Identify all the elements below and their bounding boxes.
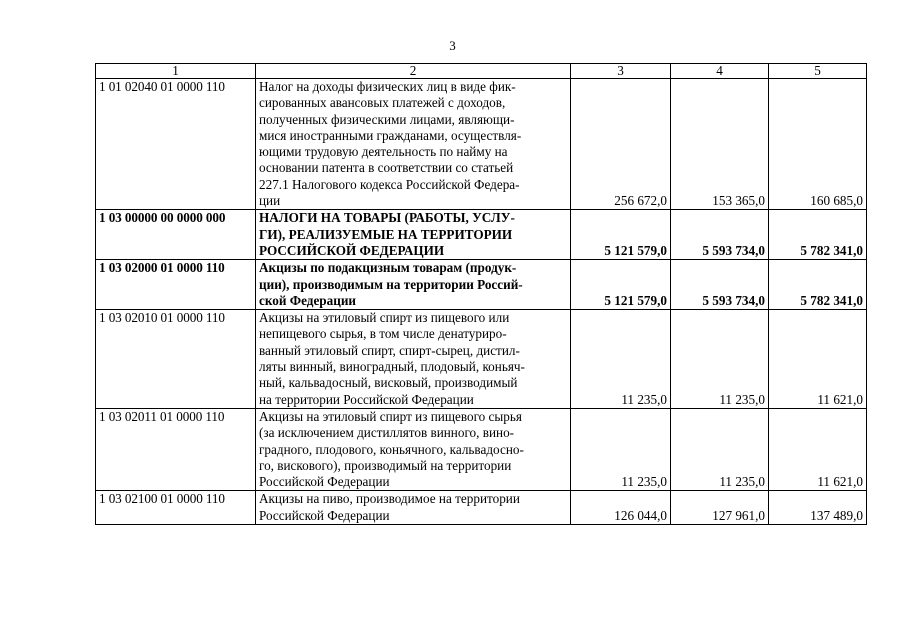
row-description-cell: [256, 210, 571, 260]
row-value-col-3: 256 672,0: [571, 79, 671, 210]
description-line: градного, плодового, коньячного, кальвадосно-: [259, 441, 524, 457]
description-line: Акцизы на этиловый спирт из пищевого сырья: [259, 408, 522, 424]
description-line: ции: [259, 193, 281, 209]
table-row: [96, 491, 867, 525]
description-line: Налог на доходы физических лиц в виде фик-: [259, 79, 516, 94]
row-description-cell: [256, 408, 571, 490]
row-value-col-4: 153 365,0: [671, 79, 769, 210]
row-value-col-4: 5 593 734,0: [671, 210, 769, 260]
row-code-cell: 1 01 02040 01 0000 110: [96, 79, 256, 210]
row-description-cell: [256, 310, 571, 409]
description-line: полученных физическими лицами, являющи-: [259, 111, 515, 127]
column-header-5: 5: [769, 64, 867, 79]
table-row: [96, 260, 867, 310]
row-value-col-5: 5 782 341,0: [769, 210, 867, 260]
description-line: основании патента в соответствии со статьей: [259, 160, 514, 176]
description-line: Российской Федерации: [259, 474, 390, 490]
description-line: го, вискового), производимый на территории: [259, 457, 512, 473]
table-row: [96, 210, 867, 260]
row-code-cell: 1 03 02011 01 0000 110: [96, 408, 256, 490]
row-value-col-3: 11 235,0: [571, 408, 671, 490]
row-code-cell: 1 03 02100 01 0000 110: [96, 491, 256, 525]
description-line: ской Федерации: [259, 292, 357, 308]
column-header-3: 3: [571, 64, 671, 79]
description-line: РОССИЙСКОЙ ФЕДЕРАЦИИ: [259, 242, 445, 258]
description-line: на территории Российской Федерации: [259, 391, 474, 407]
row-value-col-4: 11 235,0: [671, 408, 769, 490]
description-line: ляты винный, виноградный, плодовый, коньяч-: [259, 359, 525, 375]
row-description-cell: [256, 260, 571, 310]
row-value-col-4: 127 961,0: [671, 491, 769, 525]
column-header-4: 4: [671, 64, 769, 79]
description-line: ный, кальвадосный, висковый, производимый: [259, 375, 518, 391]
column-header-2: 2: [256, 64, 571, 79]
description-line: Акцизы на этиловый спирт из пищевого или: [259, 310, 510, 326]
row-code-cell: 1 03 02010 01 0000 110: [96, 310, 256, 409]
table-row: [96, 408, 867, 490]
row-value-col-4: 11 235,0: [671, 310, 769, 409]
description-line: ГИ), РЕАЛИЗУЕМЫЕ НА ТЕРРИТОРИИ: [259, 226, 513, 242]
description-line: ции), производимым на территории Россий-: [259, 276, 523, 292]
budget-table: [95, 63, 867, 525]
description-line: ванный этиловый спирт, спирт-сырец, дистил-: [259, 342, 520, 358]
row-code-cell: 1 03 02000 01 0000 110: [96, 260, 256, 310]
row-value-col-5: 160 685,0: [769, 79, 867, 210]
row-value-col-5: 11 621,0: [769, 310, 867, 409]
description-line: сированных авансовых платежей с доходов,: [259, 95, 506, 111]
table-row: [96, 79, 867, 210]
description-line: 227.1 Налогового кодекса Российской Федера-: [259, 176, 520, 192]
row-description-cell: [256, 79, 571, 210]
column-header-1: 1: [96, 64, 256, 79]
description-line: (за исключением дистиллятов винного, вино-: [259, 425, 515, 441]
description-line: Российской Федерации: [259, 507, 390, 523]
table-header-row: [96, 64, 867, 79]
description-line: непищевого сырья, в том числе денатуриро-: [259, 326, 507, 342]
row-value-col-3: 5 121 579,0: [571, 210, 671, 260]
row-value-col-5: 11 621,0: [769, 408, 867, 490]
description-line: Акцизы по подакцизным товарам (продук-: [259, 260, 517, 276]
row-value-col-3: 5 121 579,0: [571, 260, 671, 310]
page-number: 3: [449, 38, 456, 53]
table-row: [96, 310, 867, 409]
row-value-col-3: 126 044,0: [571, 491, 671, 525]
row-value-col-4: 5 593 734,0: [671, 260, 769, 310]
row-value-col-5: 5 782 341,0: [769, 260, 867, 310]
description-line: мися иностранными гражданами, осуществля-: [259, 127, 522, 143]
row-value-col-3: 11 235,0: [571, 310, 671, 409]
description-line: ющими трудовую деятельность по найму на: [259, 144, 508, 160]
row-value-col-5: 137 489,0: [769, 491, 867, 525]
row-description-cell: [256, 491, 571, 525]
description-line: Акцизы на пиво, производимое на территории: [259, 491, 520, 507]
description-line: НАЛОГИ НА ТОВАРЫ (РАБОТЫ, УСЛУ-: [259, 210, 515, 226]
row-code-cell: 1 03 00000 00 0000 000: [96, 210, 256, 260]
